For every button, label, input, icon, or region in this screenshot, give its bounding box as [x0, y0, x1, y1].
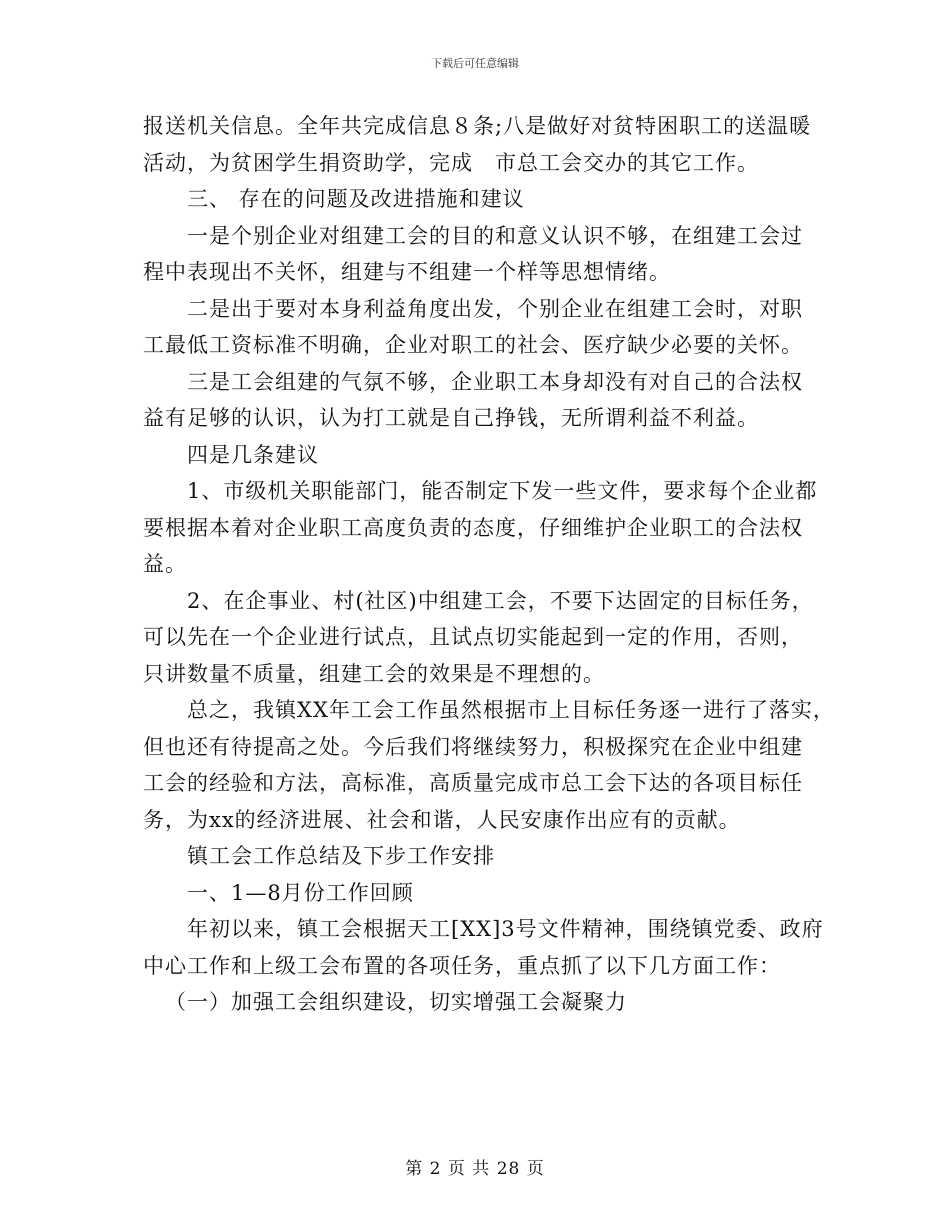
text-line: 只讲数量不质量，组建工会的效果是不理想的。 [143, 661, 605, 686]
page-header: 下载后可任意编辑 [431, 57, 519, 70]
text-line: 四是几条建议 [187, 442, 319, 467]
text-line: 1、市级机关职能部门，能否制定下发一些文件，要求每个企业都 [187, 479, 818, 503]
text-line: 但也还有待提高之处。今后我们将继续努力，积极探究在企业中组建 [143, 734, 803, 759]
text-line: 二是出于要对本身利益角度出发，个别企业在组建工会时，对职 [187, 296, 803, 321]
section-heading: （一）加强工会组织建设，切实增强工会凝聚力 [165, 990, 627, 1014]
section-heading: 镇工会工作总结及下步工作安排 [187, 844, 495, 868]
section-heading: 一、1—8月份工作回顾 [187, 880, 414, 905]
text-line: 益有足够的认识，认为打工就是自己挣钱，无所谓利益不利益。 [143, 406, 759, 430]
text-line: 2、在企事业、村(社区)中组建工会，不要下达固定的目标任务， [187, 588, 814, 613]
text-line: 要根据本着对企业职工高度负责的态度，仔细维护企业职工的合法权 [143, 515, 803, 540]
text-line: 一是个别企业对组建工会的目的和意义认识不够，在组建工会过 [187, 223, 803, 248]
text-line: 三是工会组建的气氛不够，企业职工本身却没有对自己的合法权 [187, 369, 803, 394]
text-line: 中心工作和上级工会布置的各项任务，重点抓了以下几方面工作： [143, 953, 781, 978]
text-line: 总之，我镇XX年工会工作虽然根据市上目标任务逐一进行了落实， [187, 698, 835, 722]
text-line: 工最低工资标准不明确，企业对职工的社会、医疗缺少必要的关怀。 [143, 333, 803, 357]
text-line: 年初以来，镇工会根据天工[XX]3号文件精神，围绕镇党委、政府 [187, 917, 824, 941]
text-line: 可以先在一个企业进行试点，且试点切实能起到一定的作用，否则， [143, 625, 803, 649]
text-line: 活动，为贫困学生捐资助学，完成 市总工会交办的其它工作。 [143, 150, 759, 175]
document-body [143, 108, 835, 1021]
text-line: 工会的经验和方法，高标准，高质量完成市总工会下达的各项目标任 [143, 771, 803, 795]
section-heading: 三、 存在的问题及改进措施和建议 [187, 187, 525, 211]
text-line: 务，为xx的经济进展、社会和谐，人民安康作出应有的贡献。 [143, 807, 741, 832]
text-line: 程中表现出不关怀，组建与不组建一个样等思想情绪。 [143, 260, 671, 284]
page-number: 第 2 页 共 28 页 [405, 1159, 545, 1179]
text-line: 报送机关信息。全年共完成信息８条;八是做好对贫特困职工的送温暖 [143, 114, 812, 138]
text-line: 益。 [143, 552, 187, 576]
